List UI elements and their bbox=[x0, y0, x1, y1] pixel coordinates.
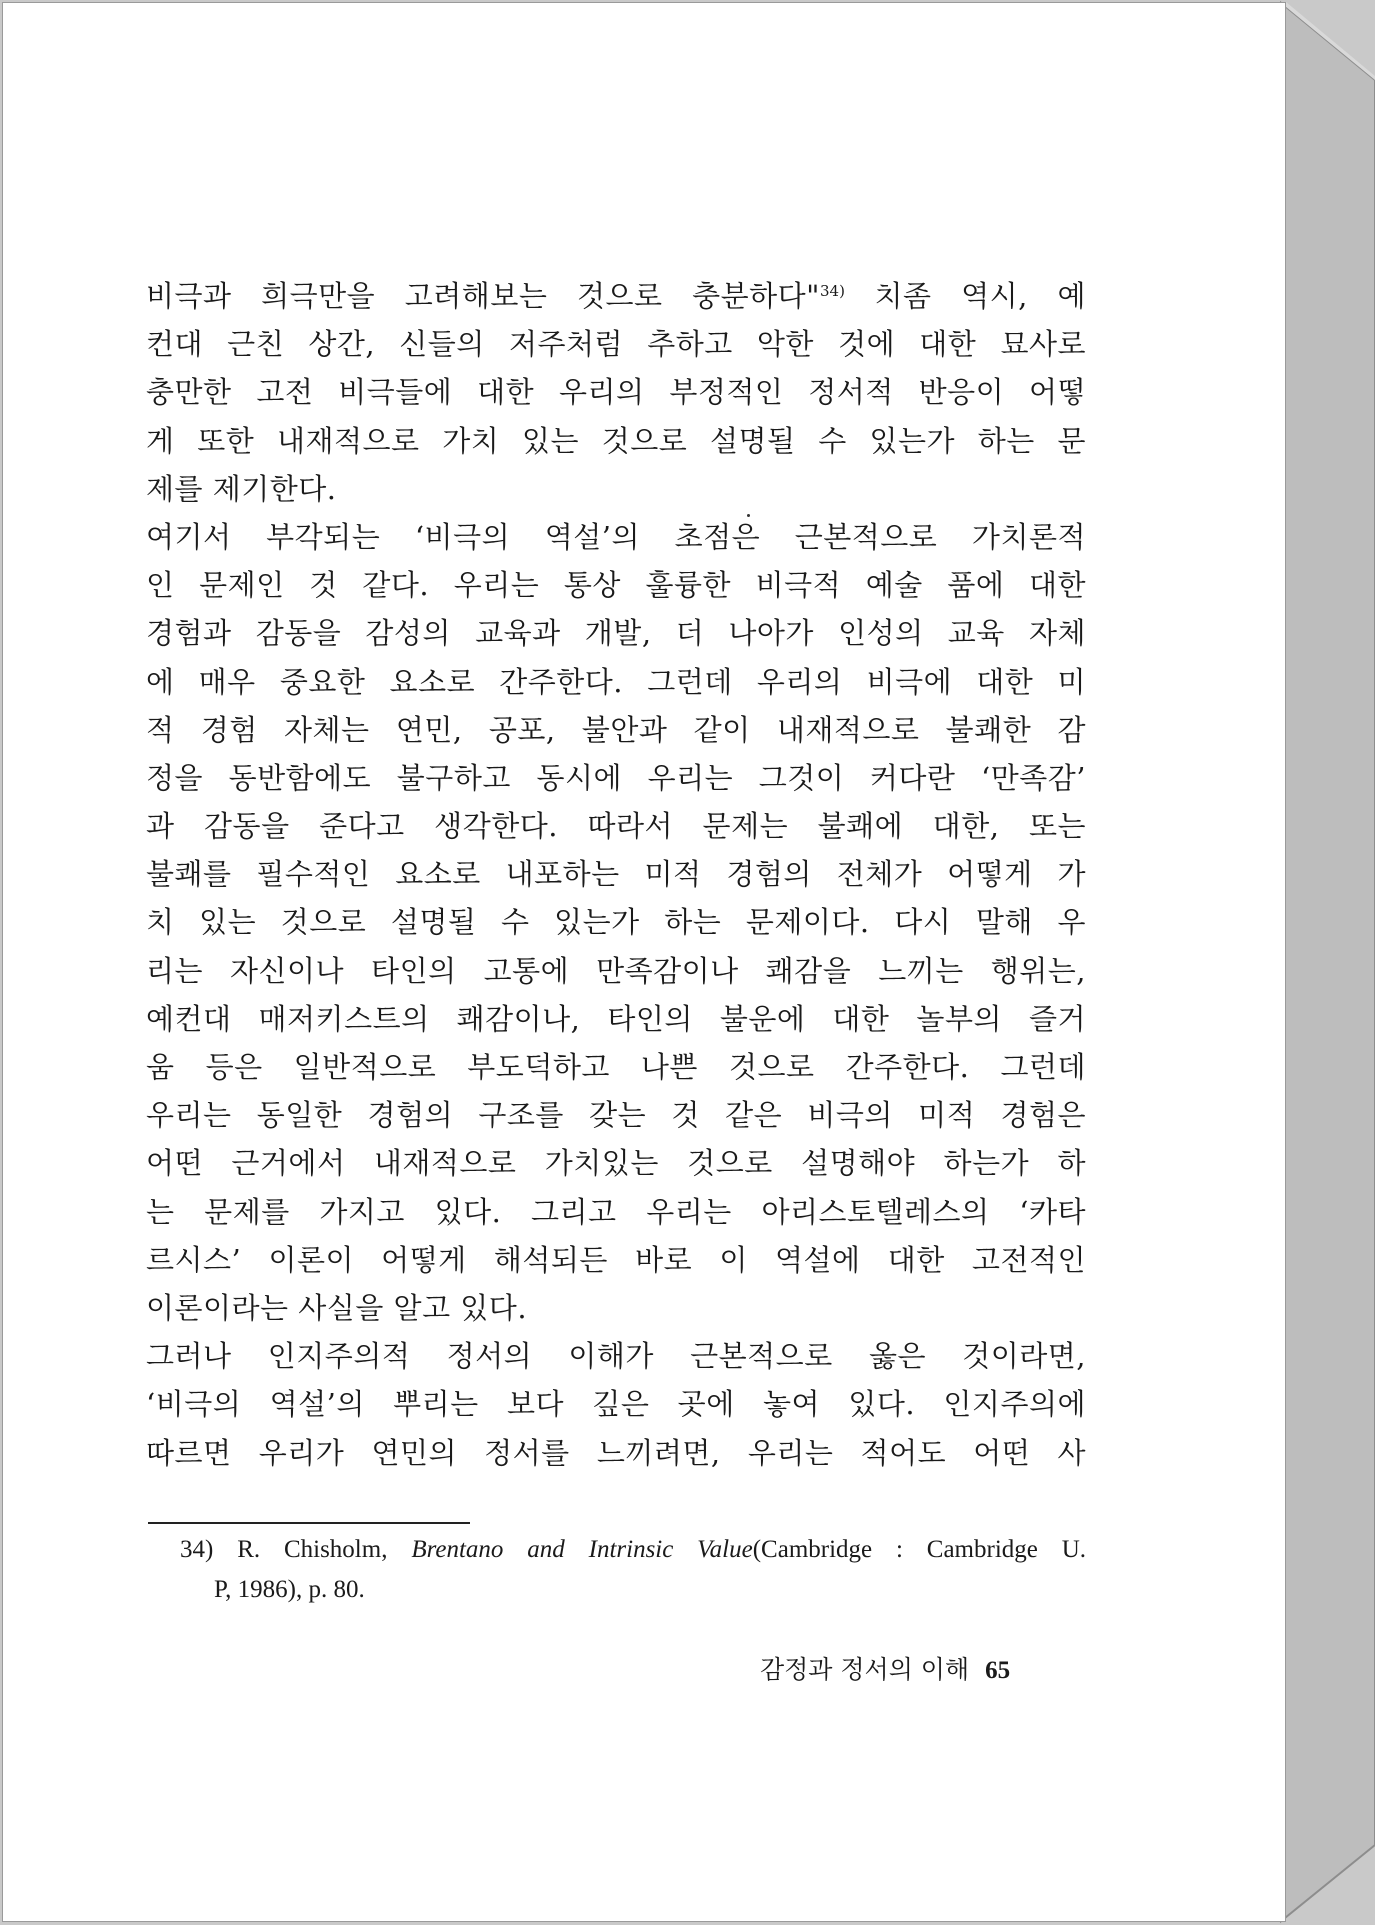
footnote-number: 34) bbox=[180, 1536, 214, 1563]
line-text: 여기서 부각되는 ‘비극의 역설’의 초점은 근본적으로 가치론적 bbox=[146, 519, 1086, 554]
text-line bbox=[146, 658, 1086, 706]
footnote-title: Brentano and Intrinsic Value bbox=[411, 1536, 753, 1563]
line-text: 치 있는 것으로 설명될 수 있는가 하는 문제이다. 다시 말해 우 bbox=[146, 905, 1086, 940]
footnote-publisher: (Cambridge : Cambridge U. bbox=[752, 1536, 1087, 1563]
running-foot bbox=[760, 1650, 1080, 1690]
book-edge bbox=[1280, 0, 1375, 1925]
line-text: 정을 동반함에도 불구하고 동시에 우리는 그것이 커다란 ‘만족감’ bbox=[146, 760, 1086, 795]
line-text: 는 문제를 가지고 있다. 그리고 우리는 아리스토텔레스의 ‘카타 bbox=[146, 1194, 1086, 1229]
text-line bbox=[146, 898, 1086, 946]
text-line bbox=[146, 417, 1086, 465]
text-line bbox=[146, 995, 1086, 1043]
line-text: ‘비극의 역설’의 뿌리는 보다 깊은 곳에 놓여 있다. 인지주의에 bbox=[146, 1387, 1086, 1422]
text-line bbox=[146, 1236, 1086, 1284]
text-line bbox=[146, 1091, 1086, 1139]
line-text: 충만한 고전 비극들에 대한 우리의 부정적인 정서적 반응이 어떻 bbox=[146, 375, 1086, 410]
footnote bbox=[180, 1530, 1086, 1610]
text-line bbox=[146, 802, 1086, 850]
line-text: 에 매우 중요한 요소로 간주한다. 그런데 우리의 비극에 대한 미 bbox=[146, 664, 1086, 699]
line-text: 우리는 동일한 경험의 구조를 갖는 것 같은 비극의 미적 경험은 bbox=[146, 1098, 1086, 1133]
text-line bbox=[146, 561, 1086, 609]
text-line bbox=[146, 850, 1086, 898]
line-text: 컨대 근친 상간, 신들의 저주처럼 추하고 악한 것에 대한 묘사로 bbox=[146, 327, 1086, 362]
footnote-line-1 bbox=[180, 1530, 1086, 1570]
text-line bbox=[146, 1188, 1086, 1236]
text-line bbox=[146, 609, 1086, 657]
text-line bbox=[146, 1380, 1086, 1428]
line-text: 경험과 감동을 감성의 교육과 개발, 더 나아가 인성의 교육 자체 bbox=[146, 616, 1086, 651]
line-text: 따르면 우리가 연민의 정서를 느끼려면, 우리는 적어도 어떤 사 bbox=[146, 1435, 1086, 1470]
line-text: 예컨대 매저키스트의 쾌감이나, 타인의 불운에 대한 놀부의 즐거 bbox=[146, 1001, 1086, 1036]
footnote-rule bbox=[148, 1522, 470, 1524]
page-number: 65 bbox=[985, 1657, 1011, 1684]
text-line bbox=[146, 1332, 1086, 1380]
line-text: 리는 자신이나 타인의 고통에 만족감이나 쾌감을 느끼는 행위는, bbox=[146, 953, 1086, 988]
text-line bbox=[146, 947, 1086, 995]
line-text: 르시스’ 이론이 어떻게 해석되든 바로 이 역설에 대한 고전적인 bbox=[146, 1242, 1086, 1277]
text-line bbox=[146, 706, 1086, 754]
text-line bbox=[146, 368, 1086, 416]
text-line bbox=[146, 754, 1086, 802]
line-text: 비극과 희극만을 고려해보는 것으로 충분하다" bbox=[146, 279, 820, 313]
footnote-author: R. Chisholm, bbox=[237, 1536, 388, 1563]
running-foot-title: 감정과 정서의 이해 bbox=[760, 1655, 970, 1684]
text-line bbox=[146, 1139, 1086, 1187]
text-line bbox=[146, 513, 1086, 561]
text-line bbox=[146, 1043, 1086, 1091]
line-text: 움 등은 일반적으로 부도덕하고 나쁜 것으로 간주한다. 그런데 bbox=[146, 1050, 1086, 1084]
line-text: 불쾌를 필수적인 요소로 내포하는 미적 경험의 전체가 어떻게 가 bbox=[146, 857, 1086, 892]
footnote-line-2: P, 1986), p. 80. bbox=[214, 1576, 365, 1603]
text-line bbox=[146, 272, 1086, 320]
footnote-reference: 34) bbox=[819, 282, 845, 300]
line-text: 제를 제기한다. bbox=[146, 471, 337, 506]
text-line bbox=[146, 320, 1086, 368]
body-text bbox=[146, 272, 1086, 1477]
line-text: 그러나 인지주의적 정서의 이해가 근본적으로 옳은 것이라면, bbox=[146, 1339, 1086, 1374]
line-text: 과 감동을 준다고 생각한다. 따라서 문제는 불쾌에 대한, 또는 bbox=[146, 809, 1086, 844]
line-text: 어떤 근거에서 내재적으로 가치있는 것으로 설명해야 하는가 하 bbox=[146, 1146, 1086, 1181]
line-text-continued: 치좀 역시, 예 bbox=[844, 279, 1086, 313]
line-text: 인 문제인 것 같다. 우리는 통상 훌륭한 비극적 예술 품에 대한 bbox=[146, 568, 1086, 603]
line-text: 게 또한 내재적으로 가치 있는 것으로 설명될 수 있는가 하는 문 bbox=[146, 423, 1086, 458]
line-text: 이론이라는 사실을 알고 있다. bbox=[146, 1290, 528, 1325]
text-line bbox=[146, 1284, 1086, 1332]
text-line bbox=[146, 465, 1086, 513]
line-text: 적 경험 자체는 연민, 공포, 불안과 같이 내재적으로 불쾌한 감 bbox=[146, 712, 1086, 747]
text-line bbox=[146, 1429, 1086, 1477]
